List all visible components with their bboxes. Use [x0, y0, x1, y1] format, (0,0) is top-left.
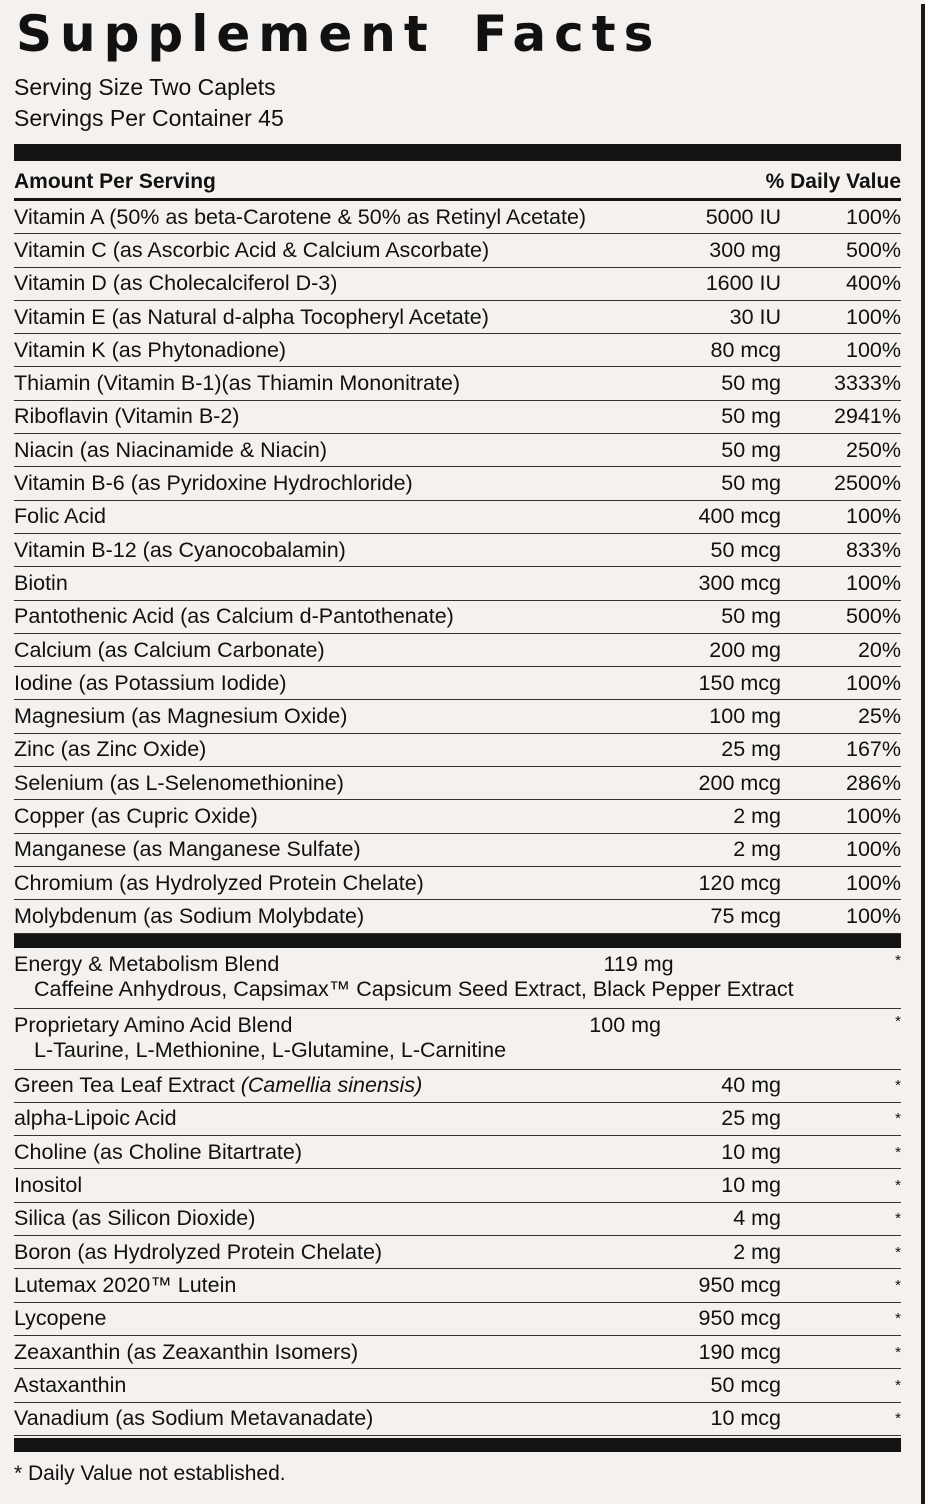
ingredient-name: Astaxanthin — [14, 1372, 127, 1397]
nutrient-row — [14, 567, 901, 600]
nutrient-amount: 2 mg — [733, 803, 781, 828]
nutrient-row — [14, 601, 901, 634]
ingredient-row — [14, 1169, 901, 1202]
ingredient-name-block — [14, 1373, 621, 1398]
ingredient-amount: 10 mg — [721, 1173, 781, 1198]
nutrient-row — [14, 234, 901, 267]
nutrient-amount: 100 mg — [709, 704, 781, 729]
ingredient-name: alpha-Lipoic Acid — [14, 1106, 177, 1131]
panel-title: Supplement Facts — [16, 5, 662, 63]
footnote: * Daily Value not established. — [14, 1461, 286, 1485]
nutrient-row — [14, 667, 901, 700]
ingredient-row — [14, 1336, 901, 1369]
nutrient-name: Vitamin K (as Phytonadione) — [14, 337, 287, 362]
nutrient-daily-value: 100% — [846, 304, 901, 329]
nutrient-row — [14, 467, 901, 500]
ingredient-name: Lutemax 2020™ Lutein — [14, 1272, 237, 1297]
nutrient-name: Vitamin C (as Ascorbic Acid & Calcium Ascorbate) — [14, 237, 490, 262]
nutrient-daily-value: 3333% — [834, 371, 901, 396]
ingredient-daily-value: * — [895, 1310, 901, 1328]
vitamins-list — [14, 201, 901, 934]
ingredient-daily-value: * — [895, 1143, 901, 1161]
ingredient-daily-value: * — [895, 1243, 901, 1261]
ingredient-row — [14, 1203, 901, 1236]
blend-ingredients: L-Taurine, L-Methionine, L-Glutamine, L-Carnitine — [34, 1037, 507, 1062]
ingredient-name: Silica (as Silicon Dioxide) — [14, 1206, 256, 1231]
serving-size: Serving Size Two Caplets — [14, 74, 276, 100]
ingredient-amount: 50 mcg — [710, 1372, 781, 1397]
nutrient-row — [14, 534, 901, 567]
ingredient-amount: 950 mcg — [698, 1306, 781, 1331]
nutrient-daily-value: 100% — [846, 803, 901, 828]
nutrient-row — [14, 501, 901, 534]
nutrient-name: Molybdenum (as Sodium Molybdate) — [14, 903, 365, 928]
ingredient-name: Choline (as Choline Bitartrate) — [14, 1139, 302, 1164]
other-ingredients-list — [14, 1070, 901, 1436]
nutrient-amount: 200 mg — [709, 637, 781, 662]
nutrient-amount: 50 mcg — [710, 537, 781, 562]
nutrient-daily-value: 167% — [846, 737, 901, 762]
nutrient-daily-value: 100% — [846, 504, 901, 529]
nutrient-row — [14, 367, 901, 400]
ingredient-daily-value: * — [895, 1210, 901, 1228]
nutrient-row — [14, 268, 901, 301]
ingredient-name: Vanadium (as Sodium Metavanadate) — [14, 1406, 374, 1431]
nutrient-name: Thiamin (Vitamin B-1)(as Thiamin Mononitrate) — [14, 371, 461, 396]
ingredient-amount: 10 mcg — [710, 1406, 781, 1431]
nutrient-daily-value: 250% — [846, 437, 901, 462]
ingredient-amount: 950 mcg — [698, 1272, 781, 1297]
ingredient-amount: 4 mg — [733, 1206, 781, 1231]
ingredient-row — [14, 1369, 901, 1402]
blends-list — [14, 948, 901, 1070]
daily-value-header: % Daily Value — [765, 170, 901, 193]
ingredient-name: Lycopene — [14, 1306, 107, 1331]
ingredient-name: Zeaxanthin (as Zeaxanthin Isomers) — [14, 1339, 359, 1364]
nutrient-name: Magnesium (as Magnesium Oxide) — [14, 704, 348, 729]
ingredient-amount: 10 mg — [721, 1139, 781, 1164]
nutrient-row — [14, 334, 901, 367]
ingredient-amount: 25 mg — [721, 1106, 781, 1131]
nutrient-amount: 50 mg — [721, 437, 781, 462]
blend-name: Energy & Metabolism Blend — [14, 951, 280, 976]
ingredient-name-block — [14, 1340, 621, 1365]
ingredient-name-block — [14, 1240, 621, 1265]
nutrient-row — [14, 434, 901, 467]
nutrient-name: Biotin — [14, 570, 68, 595]
blend-name-block — [14, 1013, 781, 1063]
ingredient-name: Inositol — [14, 1173, 83, 1198]
nutrient-amount: 25 mg — [721, 737, 781, 762]
ingredient-name-block — [14, 1273, 621, 1298]
nutrient-name: Vitamin E (as Natural d-alpha Tocopheryl Acetate) — [14, 304, 489, 329]
amount-per-serving-header: Amount Per Serving — [14, 170, 216, 193]
blend-name-block — [14, 952, 794, 1002]
nutrient-amount: 50 mg — [721, 604, 781, 629]
nutrient-daily-value: 100% — [846, 337, 901, 362]
nutrient-amount: 5000 IU — [705, 204, 781, 229]
ingredient-row — [14, 1103, 901, 1136]
nutrient-name: Vitamin A (50% as beta-Carotene & 50% as Retinyl Acetate) — [14, 204, 587, 229]
ingredient-row — [14, 1303, 901, 1336]
nutrient-name: Chromium (as Hydrolyzed Protein Chelate) — [14, 870, 424, 895]
ingredient-amount: 2 mg — [733, 1239, 781, 1264]
ingredient-row — [14, 1236, 901, 1269]
ingredient-amount: 190 mcg — [698, 1339, 781, 1364]
top-divider-bar — [14, 144, 901, 161]
nutrient-amount: 200 mcg — [698, 770, 781, 795]
middle-divider-bar — [14, 934, 901, 948]
nutrient-row — [14, 800, 901, 833]
ingredient-daily-value: * — [895, 1376, 901, 1394]
nutrient-name: Vitamin D (as Cholecalciferol D-3) — [14, 271, 338, 296]
nutrient-name: Iodine (as Potassium Iodide) — [14, 670, 287, 695]
nutrient-daily-value: 286% — [846, 770, 901, 795]
blend-ingredients: Caffeine Anhydrous, Capsimax™ Capsicum Seed Extract, Black Pepper Extract — [34, 976, 794, 1001]
ingredient-daily-value: * — [895, 1343, 901, 1361]
nutrient-amount: 2 mg — [733, 837, 781, 862]
nutrient-daily-value: 100% — [846, 670, 901, 695]
nutrient-row — [14, 834, 901, 867]
nutrient-amount: 300 mcg — [698, 570, 781, 595]
nutrient-name: Riboflavin (Vitamin B-2) — [14, 404, 240, 429]
ingredient-row — [14, 1269, 901, 1302]
nutrient-name: Calcium (as Calcium Carbonate) — [14, 637, 325, 662]
ingredient-name-block — [14, 1206, 621, 1231]
nutrient-daily-value: 400% — [846, 271, 901, 296]
nutrient-name: Selenium (as L-Selenomethionine) — [14, 770, 344, 795]
nutrient-row — [14, 401, 901, 434]
supplement-facts-panel — [0, 4, 925, 1504]
nutrient-name: Copper (as Cupric Oxide) — [14, 803, 258, 828]
ingredient-daily-value: * — [895, 1177, 901, 1195]
blend-row: Proprietary Amino Acid Blend L-Taurine, L-Methionine, L-Glutamine, L-Carnitine 100 mg * — [14, 1009, 901, 1070]
nutrient-daily-value: 2941% — [834, 404, 901, 429]
nutrient-name: Folic Acid — [14, 504, 107, 529]
servings-per-container: Servings Per Container 45 — [14, 105, 284, 131]
ingredient-daily-value: * — [895, 1410, 901, 1428]
nutrient-amount: 1600 IU — [705, 271, 781, 296]
ingredient-name: Green Tea Leaf Extract — [14, 1073, 235, 1098]
nutrient-daily-value: 100% — [846, 204, 901, 229]
nutrient-amount: 75 mcg — [710, 903, 781, 928]
nutrient-daily-value: 833% — [846, 537, 901, 562]
nutrient-row — [14, 900, 901, 933]
ingredient-row — [14, 1070, 901, 1103]
nutrient-daily-value: 100% — [846, 870, 901, 895]
nutrient-amount: 300 mg — [709, 237, 781, 262]
nutrient-daily-value: 2500% — [834, 471, 901, 496]
ingredient-name-block — [14, 1106, 621, 1131]
nutrient-amount: 50 mg — [721, 404, 781, 429]
ingredient-name-block — [14, 1140, 621, 1165]
nutrient-amount: 30 IU — [729, 304, 781, 329]
ingredient-name-block — [14, 1073, 621, 1098]
nutrient-row — [14, 867, 901, 900]
nutrient-row — [14, 201, 901, 234]
nutrient-daily-value: 500% — [846, 604, 901, 629]
nutrient-daily-value: 20% — [857, 637, 901, 662]
ingredient-amount: 40 mg — [721, 1073, 781, 1098]
ingredient-daily-value: * — [895, 1276, 901, 1294]
blend-name: Proprietary Amino Acid Blend — [14, 1012, 293, 1037]
nutrient-amount: 50 mg — [721, 471, 781, 496]
blend-row: Energy & Metabolism Blend Caffeine Anhydrous, Capsimax™ Capsicum Seed Extract, Black Pepper Extract 119 mg * — [14, 948, 901, 1009]
nutrient-row — [14, 301, 901, 334]
nutrient-amount: 50 mg — [721, 371, 781, 396]
ingredient-daily-value: * — [895, 1077, 901, 1095]
ingredient-latin-name: (Camellia sinensis) — [240, 1073, 423, 1098]
table-header — [14, 161, 901, 201]
ingredient-name: Boron (as Hydrolyzed Protein Chelate) — [14, 1239, 383, 1264]
nutrient-name: Vitamin B-12 (as Cyanocobalamin) — [14, 537, 346, 562]
nutrient-daily-value: 25% — [857, 704, 901, 729]
nutrient-daily-value: 500% — [846, 237, 901, 262]
ingredient-name-block — [14, 1406, 621, 1431]
ingredient-row — [14, 1403, 901, 1436]
nutrient-row — [14, 700, 901, 733]
nutrient-amount: 120 mcg — [698, 870, 781, 895]
nutrient-daily-value: 100% — [846, 903, 901, 928]
nutrient-name: Vitamin B-6 (as Pyridoxine Hydrochloride) — [14, 471, 413, 496]
bottom-divider-bar — [14, 1438, 901, 1452]
nutrient-row — [14, 734, 901, 767]
ingredient-row — [14, 1136, 901, 1169]
ingredient-name-block — [14, 1173, 621, 1198]
nutrient-amount: 150 mcg — [698, 670, 781, 695]
nutrient-name: Manganese (as Manganese Sulfate) — [14, 837, 361, 862]
nutrient-name: Zinc (as Zinc Oxide) — [14, 737, 207, 762]
nutrient-name: Pantothenic Acid (as Calcium d-Pantothenate) — [14, 604, 454, 629]
ingredient-daily-value: * — [895, 1110, 901, 1128]
nutrient-name: Niacin (as Niacinamide & Niacin) — [14, 437, 328, 462]
nutrient-amount: 400 mcg — [698, 504, 781, 529]
nutrient-row — [14, 767, 901, 800]
nutrient-daily-value: 100% — [846, 570, 901, 595]
nutrient-row — [14, 634, 901, 667]
nutrient-daily-value: 100% — [846, 837, 901, 862]
blend-daily-value: * — [895, 951, 901, 969]
nutrient-amount: 80 mcg — [710, 337, 781, 362]
blend-daily-value: * — [895, 1012, 901, 1030]
ingredient-name-block — [14, 1306, 621, 1331]
